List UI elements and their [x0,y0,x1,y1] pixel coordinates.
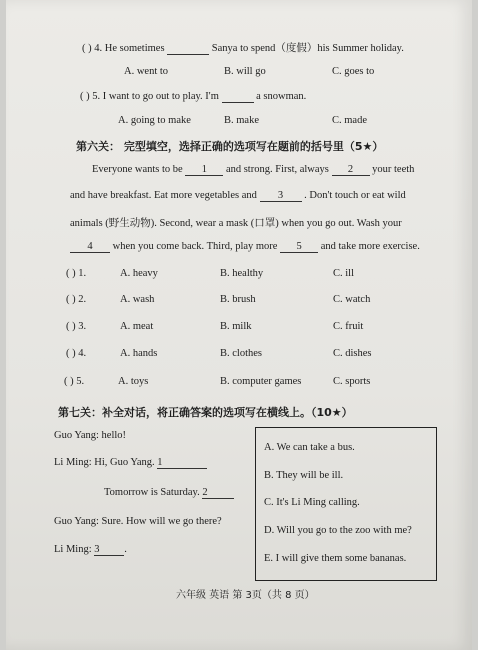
section-7-title: 第七关：补全对话，将正确答案的选项写在横线上。（10★） [58,406,353,419]
option-b: B. make [224,115,259,126]
choice-d: D. Will you go to the zoo with me? [264,525,412,536]
cloze-question-number: ( ) 1. [66,268,87,279]
dialogue-line: Li Ming: 3 . [54,544,127,555]
option-a: A. went to [124,66,169,77]
option-b: B. clothes [220,348,262,359]
choice-e: E. I will give them some bananas. [264,553,407,564]
cloze-blank-1: 1 [185,164,223,176]
choice-b: B. They will be ill. [264,470,344,481]
dialogue-text: Li Ming: Hi, Guo Yang. [54,457,155,468]
dialogue-text: Tomorrow is Saturday. [104,487,200,498]
question-number: ( ) 5. [80,91,101,102]
choice-a: A. We can take a bus. [264,442,355,453]
cloze-blank-3: 3 [260,190,302,202]
cloze-line-2 [70,190,406,202]
option-a: A. going to make [118,115,191,126]
cloze-line-3: animals (野生动物). Second, wear a mask (口罩) when you go out. Wash your [70,218,402,229]
dialogue-blank-1: 1 [157,457,207,469]
question-number: ( ) 4. [82,43,103,54]
cloze-line-4 [70,241,420,253]
option-c: C. dishes [333,348,372,359]
option-a: A. meat [120,321,154,332]
cloze-question-number: ( ) 5. [64,376,85,387]
answer-choices-box [255,427,437,581]
cloze-text: . Don't touch or eat wild [304,190,406,201]
cloze-question-number: ( ) 2. [66,294,87,305]
cloze-text: and have breakfast. Eat more vegetables and [70,190,257,201]
cloze-text: Everyone wants to be [92,164,183,175]
page-footer: 六年级 英语 第 3页（共 8 页） [176,590,315,601]
option-c: C. watch [333,294,371,305]
option-c: C. goes to [332,66,375,77]
cloze-text: and strong. First, always [225,164,329,175]
option-c: C. ill [333,268,355,279]
dialogue-line [54,457,207,469]
option-b: B. will go [224,66,266,77]
option-c: C. sports [333,376,371,387]
option-b: B. healthy [220,268,264,279]
cloze-text: and take more exercise. [320,241,420,252]
question-4 [82,40,404,55]
cloze-question-number: ( ) 4. [66,348,87,359]
dialogue-blank-2: 2 [202,487,234,499]
cloze-line-1 [92,164,414,176]
cloze-blank-4: 4 [70,241,110,253]
cloze-text: your teeth [372,164,415,175]
option-b: B. computer games [220,376,302,387]
question-text: I want to go out to play. I'm [102,91,219,102]
dialogue-blank-3: 3 [94,544,124,556]
option-a: A. toys [118,376,149,387]
option-b: B. brush [220,294,256,305]
option-c: C. fruit [333,321,364,332]
question-text: a snowman. [256,91,307,102]
option-a: A. wash [120,294,155,305]
cloze-blank-5: 5 [280,241,318,253]
option-c: C. made [332,115,367,126]
choice-c: C. It's Li Ming calling. [264,497,360,508]
dialogue-line: Guo Yang: Sure. How will we go there? [54,516,222,527]
dialogue-line [104,487,234,499]
answer-blank [222,91,254,103]
question-text: He sometimes [104,43,165,54]
question-5 [80,91,306,103]
option-b: B. milk [220,321,252,332]
dialogue-line: Guo Yang: hello! [54,430,127,441]
section-6-title: 第六关： 完型填空，选择正确的选项写在题前的括号里（5★） [76,140,384,153]
dialogue-text: Li Ming: [54,544,92,555]
question-text: Sanya to spend（度假）his Summer holiday. [211,43,404,54]
cloze-text: when you come back. Third, play more [112,241,278,252]
option-a: A. heavy [120,268,158,279]
option-a: A. hands [120,348,158,359]
answer-blank [167,43,209,55]
cloze-question-number: ( ) 3. [66,321,87,332]
cloze-blank-2: 2 [332,164,370,176]
exam-page [6,0,472,650]
